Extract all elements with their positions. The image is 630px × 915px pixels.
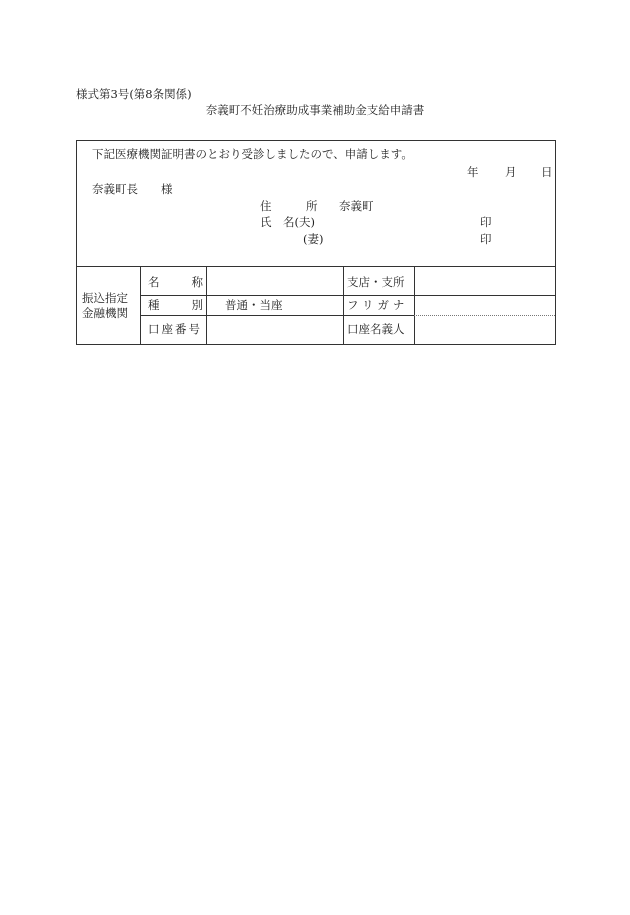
name-husband-label: 氏 名(夫) [260, 215, 315, 229]
application-form-frame [76, 140, 556, 345]
date-line [467, 165, 553, 179]
bank-section-label: 金融機関 [82, 306, 128, 320]
account-type-value: 普通・当座 [225, 298, 283, 312]
address-value: 奈義町 [339, 199, 374, 213]
furigana-dotted-line [414, 315, 555, 316]
date-day-label: 日 [541, 165, 553, 179]
account-holder-label: 口座名義人 [347, 322, 405, 336]
bank-name-label: 名称 [148, 275, 235, 289]
seal-mark-husband: 印 [480, 215, 492, 229]
table-hline [140, 315, 414, 316]
date-month-label: 月 [505, 165, 517, 179]
table-vline [414, 266, 415, 344]
request-statement: 下記医療機関証明書のとおり受診しましたので、申請します。 [92, 147, 413, 161]
table-vline [140, 266, 141, 344]
account-number-label: 口座番号 [148, 322, 202, 336]
seal-mark-wife: 印 [480, 232, 492, 246]
table-hline [140, 295, 555, 296]
table-vline [343, 266, 344, 344]
account-type-label: 種別 [148, 298, 235, 312]
bank-section-divider [77, 266, 555, 267]
name-wife-label: (妻) [303, 232, 324, 246]
form-number-label: 様式第3号(第8条関係) [76, 87, 192, 101]
branch-label: 支店・支所 [347, 275, 405, 289]
addressee: 奈義町長 様 [92, 182, 173, 196]
furigana-label: フリガナ [347, 298, 409, 312]
document-title: 奈義町不妊治療助成事業補助金支給申請書 [205, 103, 425, 117]
address-label: 住 所 [260, 199, 318, 213]
date-year-label: 年 [467, 165, 479, 179]
bank-section-label: 振込指定 [82, 291, 128, 305]
